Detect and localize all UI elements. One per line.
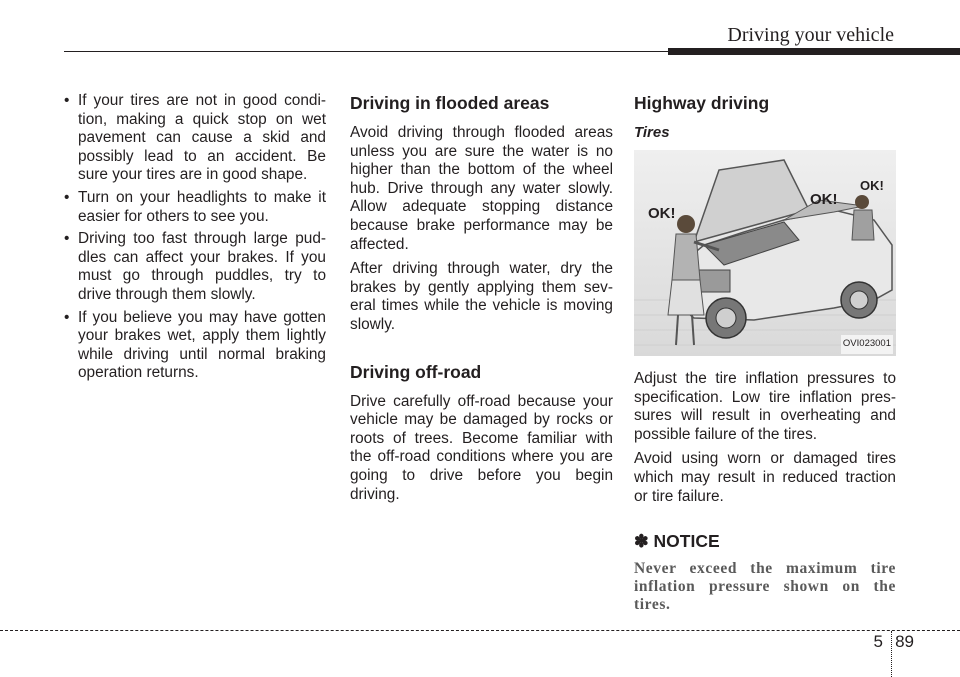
list-item: • Driving too fast through large pud- dles can affect your brakes. If you must go through puddles, try to drive through them slowly. <box>64 230 326 303</box>
notice-title: ✽ NOTICE <box>634 531 720 552</box>
column-3 <box>634 92 896 614</box>
paragraph: Avoid driving through flooded areas unless you are sure the water is no higher than the bottom of the wheel hub. Drive through any water slowly. Allow adequate stopping distance because brake performance may be affected. <box>350 124 613 253</box>
paragraph: Adjust the tire inflation pressures to specification. Low tire inflation pres- sures will result in overheating and possible failure of the tires. <box>634 370 896 443</box>
notice-text: Never exceed the maximum tire inflation pressure shown on the tires. <box>634 560 896 614</box>
bullet-list <box>64 92 326 383</box>
header-rule-bar <box>668 48 960 55</box>
footer-rule <box>0 630 960 631</box>
ok-label: OK! <box>810 191 838 208</box>
section-heading-flooded: Driving in flooded areas <box>350 93 550 113</box>
page-header-title: Driving your vehicle <box>727 24 894 46</box>
subheading-tires: Tires <box>634 124 670 141</box>
chapter-number: 5 <box>873 632 883 651</box>
section-heading-highway: Highway driving <box>634 93 770 113</box>
figure-code: OVI023001 <box>841 335 893 354</box>
car-illustration <box>634 150 896 356</box>
ok-label: OK! <box>648 205 676 222</box>
page-number-divider <box>891 631 892 677</box>
column-2 <box>350 92 613 510</box>
ok-label: OK! <box>860 178 884 193</box>
list-item: • If your tires are not in good condi- tion, making a quick stop on wet pavement can cause a skid and possibly lead to an accident. Be sure your tires are in good shape. <box>64 92 326 184</box>
page-number: 89 <box>895 632 914 651</box>
column-1 <box>64 92 326 387</box>
section-heading-offroad: Driving off-road <box>350 361 482 382</box>
list-item: • Turn on your headlights to make it easier for others to see you. <box>64 188 326 225</box>
paragraph: After driving through water, dry the brakes by gently applying them sev- eral times while the vehicle is moving slowly. <box>350 260 613 333</box>
paragraph: Avoid using worn or damaged tires which may result in reduced traction or tire failure. <box>634 450 896 505</box>
list-item: • If you believe you may have gotten your brakes wet, apply them lightly while driving until normal braking operation returns. <box>64 308 326 382</box>
paragraph: Drive carefully off-road because your vehicle may be damaged by rocks or roots of trees. Become familiar with the off-road conditions where you are going to drive before you begin driving. <box>350 392 613 503</box>
header-rule <box>64 51 670 52</box>
